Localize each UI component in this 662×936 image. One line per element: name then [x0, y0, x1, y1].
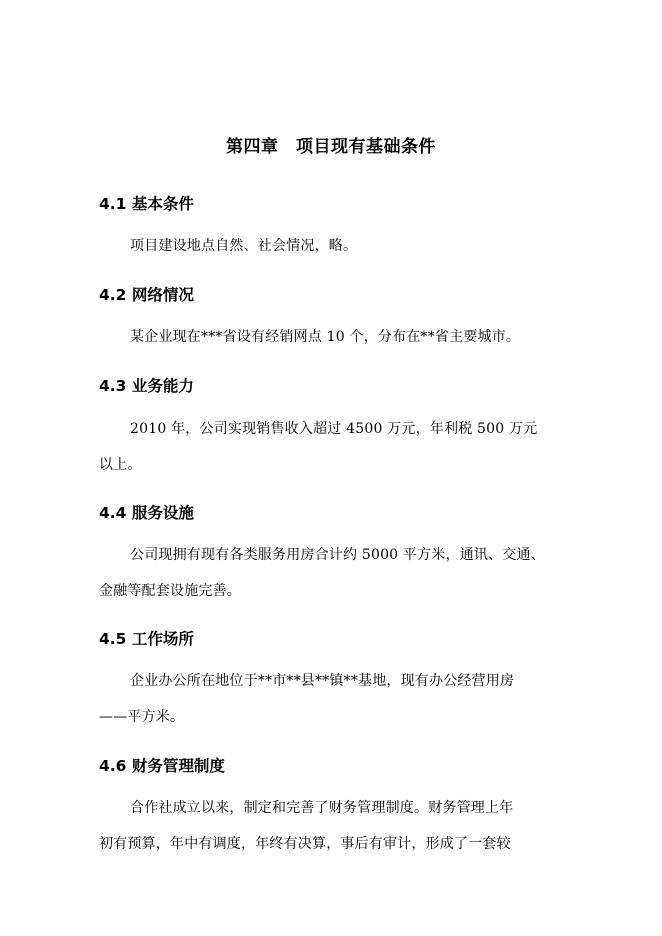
paragraph-line: ——平方米。: [99, 709, 185, 725]
paragraph-line: 项目建设地点自然、社会情况，略。: [130, 238, 358, 254]
section-heading-4-5: 4.5 工作场所: [99, 630, 194, 648]
paragraph-line: 合作社成立以来，制定和完善了财务管理制度。财务管理上年: [130, 800, 514, 816]
section-heading-4-1: 4.1 基本条件: [99, 195, 194, 213]
chapter-title: 第四章 项目现有基础条件: [226, 137, 436, 157]
paragraph-line: 公司现拥有现有各类服务用房合计约 5000 平方米，通讯、交通、: [130, 547, 545, 563]
paragraph-line: 某企业现在***省设有经销网点 10 个，分布在**省主要城市。: [130, 329, 521, 345]
paragraph-line: 2010 年，公司实现销售收入超过 4500 万元，年利税 500 万元: [130, 421, 538, 437]
paragraph-line: 金融等配套设施完善。: [99, 583, 241, 599]
paragraph-line: 初有预算，年中有调度，年终有决算，事后有审计，形成了一套较: [99, 836, 511, 852]
paragraph-line: 企业办公所在地位于**市**县**镇**基地，现有办公经营用房: [130, 673, 515, 689]
section-heading-4-4: 4.4 服务设施: [99, 504, 194, 522]
paragraph-line: 以上。: [99, 457, 142, 473]
section-heading-4-3: 4.3 业务能力: [99, 377, 194, 395]
section-heading-4-6: 4.6 财务管理制度: [99, 757, 225, 775]
section-heading-4-2: 4.2 网络情况: [99, 286, 194, 304]
